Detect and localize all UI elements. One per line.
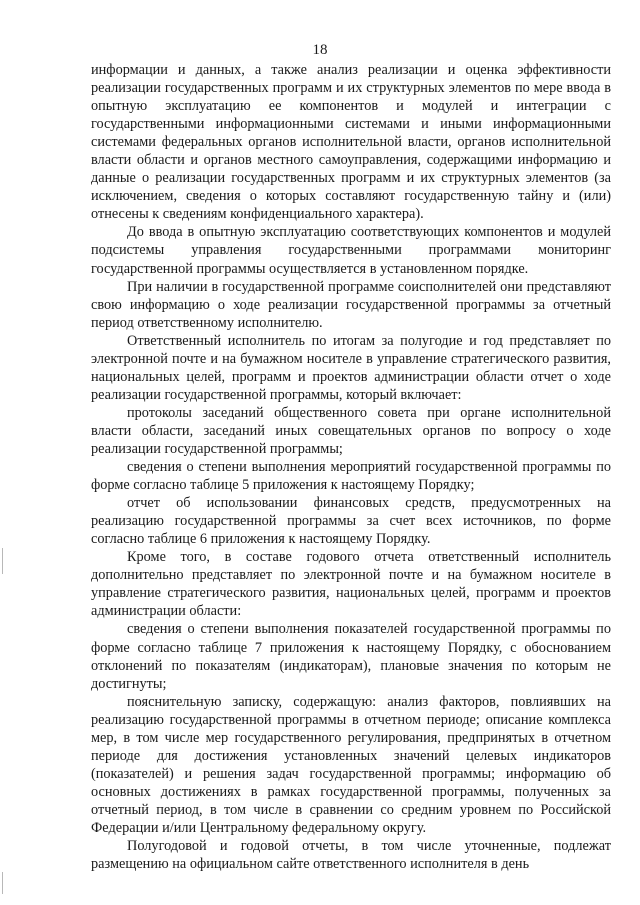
paragraph: При наличии в государственной программе соисполнителей они представляют свою информацию о ходе реализации государственной программы за отчетный период ответственному исполнителю. — [91, 278, 611, 331]
scan-edge-mark — [2, 548, 3, 574]
paragraph: До ввода в опытную эксплуатацию соответствующих компонентов и модулей подсистемы управления государственными программами мониторинг государственной программы осуществляется в установленном порядке. — [91, 224, 611, 277]
paragraph: Кроме того, в составе годового отчета ответственный исполнитель дополнительно представляет по электронной почте и на бумажном носителе в управление стратегического развития, национальных целей, программ и проектов администрации области: — [91, 549, 611, 620]
paragraph: Ответственный исполнитель по итогам за полугодие и год представляет по электронной почте и на бумажном носителе в управление стратегического развития, национальных целей, программ и проектов администрации области отчет о ходе реализации государственной программы, который включает: — [91, 332, 611, 403]
list-item-paragraph: протоколы заседаний общественного совета при органе исполнительной власти области, заседаний иных совещательных органов по вопросу о ходе реализации государственной программы; — [91, 404, 611, 457]
scan-edge-mark — [2, 872, 3, 894]
paragraph-final: Полугодовой и годовой отчеты, в том числе уточненные, подлежат размещению на официальном сайте ответственного исполнителя в день — [91, 838, 611, 873]
list-item-paragraph: пояснительную записку, содержащую: анализ факторов, повлиявших на реализацию государственной программы в отчетном периоде; описание комплекса мер, в том числе мер государственного регулирования, предпринятых в отчетном периоде для достижения установленных значений целевых индикаторов (показателей) и решения задач государственной программы; информацию об основных достижениях в рамках государственной программы, полученных за отчетный период, в том числе в сравнении со средним уровнем по Российской Федерации и/или Центральному федеральному округу. — [91, 693, 611, 836]
page-number: 18 — [312, 42, 328, 58]
list-item-paragraph: сведения о степени выполнения показателей государственной программы по форме согласно таблице 7 приложения к настоящему Порядку, с обоснованием отклонений по показателям (индикаторам), плановые значения по которым не достигнуты; — [91, 621, 611, 692]
document-body — [91, 61, 611, 873]
paragraph-continuation: информации и данных, а также анализ реализации и оценка эффективности реализации государственных программ и их структурных элементов по мере ввода в опытную эксплуатацию ее компонентов и модулей и интеграции с государственными информационными системами и иными информационными системами федеральных органов исполнительной власти, органов исполнительной власти области и органов местного самоуправления, содержащими информацию и данные о реализации государственных программ и их структурных элементов (за исключением, сведения о которых составляют государственную тайну и (или) отнесены к сведениям конфиденциального характера). — [91, 62, 611, 223]
list-item-paragraph: сведения о степени выполнения мероприятий государственной программы по форме согласно таблице 5 приложения к настоящему Порядку; — [91, 459, 611, 494]
list-item-paragraph: отчет об использовании финансовых средств, предусмотренных на реализацию государственной программы за счет всех источников, по форме согласно таблице 6 приложения к настоящему Порядку. — [91, 495, 611, 548]
